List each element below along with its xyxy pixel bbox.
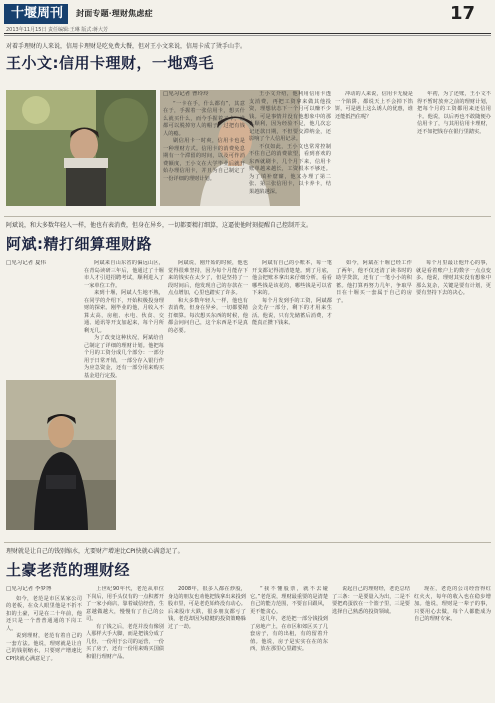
article-3-paragraph: 有了钱之后，老范并没有像别人那样大手大脚，而是把钱分成了几份，一份用于公司的运营，一份买了房子，还有一份用来购买国债和银行理财产品。: [86, 623, 164, 660]
article-1-paragraph: 不仅如此，王小文也常常控制不住自己的消费欲望，看到喜欢的东西就刷卡，几个月下来，信用卡账单越来越长，工资根本不够还。为了填补窟窿，他又办理了第二张、第三张信用卡，以卡养卡，结果越陷越深。: [249, 143, 331, 195]
article-3-col-4: [250, 586, 328, 698]
article-1-photo: [6, 90, 156, 206]
article-3-paragraph: 如今，老范是市区某家公司的老板，在众人眼里他是不折不扣的土豪，可是在二十年前，他还只是一个普普通通的下岗工人。: [6, 595, 82, 632]
article-2-col-2: [84, 260, 164, 536]
article-3-paragraph: 这几年，老范把一部分钱投到了房地产上，在市区和郊区买了几套房子，有的出租，有的留着升值。他说，房子是实实在在的东西，放在那里心里踏实。: [250, 616, 328, 652]
masthead-rule: [4, 33, 491, 34]
article-2-headline: 阿斌:精打细算理财路: [6, 235, 152, 253]
article-2-col-5: [336, 260, 412, 536]
article-3-headline: 土豪老范的理财经: [6, 561, 131, 579]
article-1-paragraph: “一卡在手，什么都有”，其意在于，手握着一张信用卡，想买什么就买什么，而今手握着了卡，谁都可以脱掉穷人的帽子，过把有钱人的瘾。: [163, 100, 245, 137]
article-1-byline: □见习记者 曹玲玲: [163, 91, 209, 97]
article-2-paragraph: 来到十堰，阿斌人生地不熟，在同学的介绍下，开始积极投身理财的探索。刚毕业的他，月收入不算太高，房租、水电、伙食、交通、通讯等开支加起来，每个月所剩无几。: [84, 290, 164, 334]
section-title: 十堰周刊: [10, 6, 63, 21]
article-2-paragraph: 为了改变这种状况，阿斌给自己制定了详细的理财计划。他把每个月的工资分成几个部分：一部分用于日常开销，一部分存入银行作为应急资金，还有一部分用来购买基金进行定投。: [84, 335, 164, 379]
article-2-paragraph: 如今，阿斌在十堰已经工作了两年，他不仅还清了读书时的助学贷款，还有了一笔小小的积蓄。他打算再努力几年，争取早日在十堰买一套属于自己的房子。: [336, 260, 412, 304]
section-divider-2: [4, 542, 491, 543]
article-3-col-6: [414, 586, 491, 698]
article-1-paragraph: 冲动的人来说，信用卡无疑是一个陷阱，都说天上不会掉下馅饼，可是遇上这么诱人的优惠，谁还能抵挡住呢？: [335, 91, 413, 120]
article-1-col-2: [249, 91, 331, 209]
dateline: 2013年11月15日 责任编辑:王琳 版式:蒋大芳: [6, 27, 108, 33]
article-3-paragraph: “我不懂股票，就不去碰它。”老范说，理财最重要的是清楚自己的能力范围，不要盲目跟风，更不能贪心。: [250, 586, 328, 615]
article-3-col-5: [332, 586, 410, 698]
article-2-paragraph: 阿斌说，刚开始的时候，他也觉得很难坚持，因为每个月能存下来的钱实在太少了，但是坚持了一段时间后，他发现自己的存款在一点点增加，心里也踏实了许多。: [168, 260, 248, 296]
article-2-col-4: [252, 260, 332, 536]
article-1-col-4: [417, 91, 491, 209]
article-2-paragraph: 和大多数年轻人一样，他也有表消费，但身在异乡，一切都要精打细算。每次想买东西的时候，他都会问问自己，这个东西是不是真的必要。: [168, 297, 248, 334]
article-3-col-2: [86, 586, 164, 698]
article-3-paragraph: 现在，老范的公司经营得红红火火，每年的收入也在稳步增加。他说，理财是一辈子的事，只要用心去做，每个人都能成为自己的理财专家。: [414, 586, 491, 622]
masthead: [0, 0, 495, 34]
article-1-paragraph: 王小文介绍，他利用信用卡透支消费，再把工资拿来做其他投资，理想状态下一个月可以赚不少钱。可是事情并没有他想象中的那么顺利，因为经验不足，他几次忘记还款日期，不但要交滞纳金，还影响了个人信用记录。: [249, 91, 331, 142]
article-3-col-1: [6, 586, 82, 698]
article-3-paragraph: 说到理财，老范有着自己的一套方法。他说，理财就是让自己的钱别缩水，只要财产增速比CPI快就心满意足了。: [6, 633, 82, 662]
article-1-col-1: [163, 91, 245, 209]
article-1-paragraph: 刷信用卡一时爽，信用卡也是一种理财方式。信用卡的消费免息期有一个滞留的时间，以及可作消费额度，王小文在大学毕业后就开始办理信用卡，并且为自己制定了一份详细的理财计划。: [163, 138, 245, 182]
section-subtitle: 封面专题·理财焦虑症: [76, 8, 153, 18]
article-1-deck: 对着手理财的人来说，信用卡理财是吃免费大餐，但对王小文来说，信用卡成了烫手山芋。: [6, 43, 247, 50]
article-2-deck: 阿斌说，和大多数年轻人一样，他也有表消费，但身在异乡，一切都要精打细算，这逼使他时刻提醒自己控制开支。: [6, 222, 313, 229]
article-2-paragraph: 阿斌来自山东省的偏远山区，在青岛读研三年后，他通过了十堰市人才引进招聘考试，顺利进入了一家单位工作。: [84, 260, 164, 289]
article-3-paragraph: 说起自己的理财经，老范总结了三条：一是要量入为出，二是不要把鸡蛋放在一个篮子里，三是要选择自己熟悉的投资领域。: [332, 586, 410, 615]
article-3-paragraph: 上世纪90年代，老范从单位下岗后，用手头仅有的一点积蓄开了一家小商店，靠着诚信经营，生意越做越大，慢慢有了自己的公司。: [86, 586, 164, 622]
article-2-paragraph: 阿斌有自己的小账本，每一笔开支都记得清清楚楚。到了月底，他会把账本拿出来仔细分析，看看哪些钱是该花的，哪些钱是可以省下来的。: [252, 260, 332, 296]
article-2-col-6: [416, 260, 491, 536]
article-2-col-3: [168, 260, 248, 536]
article-2-paragraph: 每个月发到手的工资，阿斌都会先存一部分，剩下的才用来生活。他说，只有先储蓄后消费，才能真正攒下钱来。: [252, 297, 332, 326]
section-divider-1: [4, 216, 491, 217]
masthead-rule-secondary: [4, 35, 491, 36]
article-2-byline: □见习记者 夏伟: [6, 260, 46, 266]
article-3-paragraph: 2008年，很多人都在炒股，身边的朋友也劝他把钱拿出来投到股市里，可是老范始终没有动心。后来股市大跌，很多朋友都亏了钱，老范却因为稳健的投资策略躲过了一劫。: [168, 586, 246, 630]
article-1-headline: 王小文:信用卡理财，一地鸡毛: [6, 54, 214, 72]
page-number: 17: [450, 3, 476, 24]
article-2-paragraph: 每个月里最让他开心的事，就是看着账户上的数字一点点变多。他说，理财其实没有想象中那么复杂，关键是要有计划，更要有坚持下去的决心。: [416, 260, 491, 296]
article-3-deck: 理财就是让自己的钱别缩水，尤要财产增速比CPI快就心满意足了。: [6, 548, 184, 555]
article-1-paragraph: 年初，为了还账，王小文不得不暂时放弃之前的理财计划，把每个月的工资都用来还信用卡。他说，以后再也不敢随便办信用卡了，与其用信用卡理财，还不如把钱存在银行里踏实。: [417, 91, 491, 135]
article-1-col-3: [335, 91, 413, 209]
article-3-byline: □见习记者 李梦博: [6, 586, 52, 592]
article-3-col-3: [168, 586, 246, 698]
